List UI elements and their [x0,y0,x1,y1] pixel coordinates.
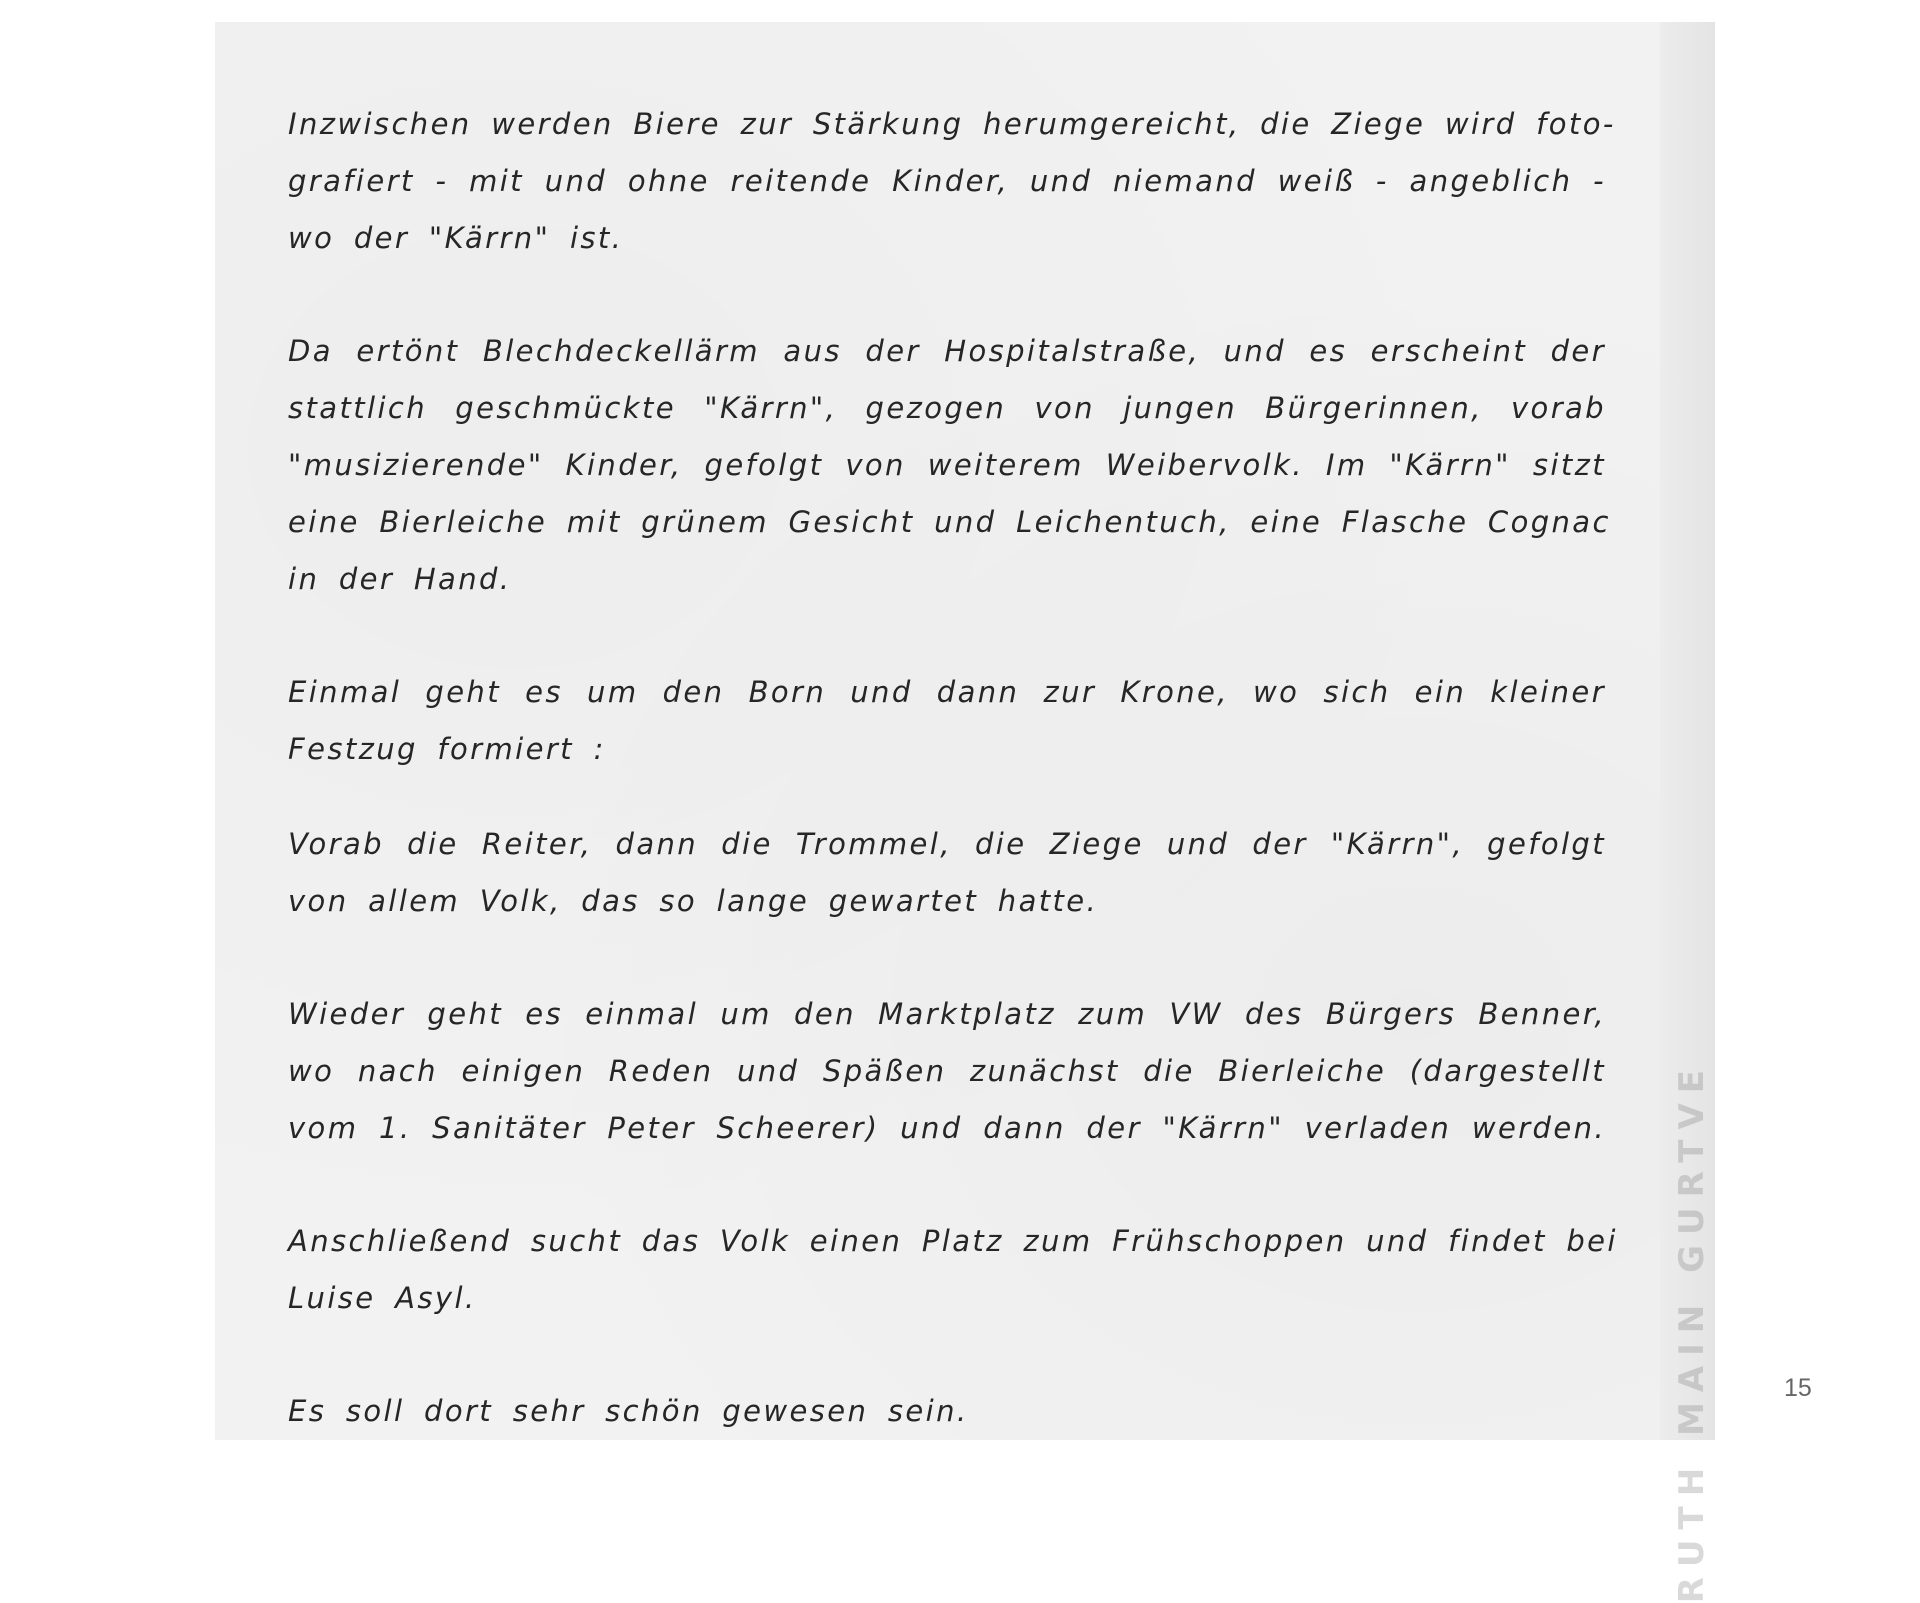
paragraph-2 [288,323,1611,608]
text-line: Einmal geht es um den Born und dann zur Krone, wo sich ein kleiner [288,675,1606,709]
text-line: Inzwischen werden Biere zur Stärkung herumgereicht, die Ziege wird foto- [288,107,1616,141]
text-line: eine Bierleiche mit grünem Gesicht und Leichentuch, eine Flasche Cognac [288,505,1611,539]
paragraph-1 [288,96,1616,267]
paragraph-6 [288,1213,1618,1327]
text-line: wo der "Kärrn" ist. [288,221,624,255]
page-number: 15 [1784,1374,1812,1402]
document-body [288,96,1618,1440]
text-line: Luise Asyl. [288,1281,477,1315]
text-line: in der Hand. [288,562,512,596]
text-line: Anschließend sucht das Volk einen Platz zum Frühschoppen und findet bei [288,1224,1618,1258]
text-line: von allem Volk, das so lange gewartet hatte. [288,884,1099,918]
paragraph-7 [288,1383,1606,1440]
text-line: wo nach einigen Reden und Späßen zunächst die Bierleiche (dargestellt [288,1054,1606,1088]
text-line: stattlich geschmückte "Kärrn", gezogen von jungen Bürgerinnen, vorab [288,391,1606,425]
text-line: Es soll dort sehr schön gewesen sein. [288,1394,969,1428]
bleed-through-watermark: RUTH MAIN GURTVE [1672,1060,1712,1603]
text-line: Wieder geht es einmal um den Marktplatz zum VW des Bürgers Benner, [288,997,1606,1031]
paragraph-5 [288,986,1606,1157]
text-line: "musizierende" Kinder, gefolgt von weiterem Weibervolk. Im "Kärrn" sitzt [288,448,1606,482]
text-line: vom 1. Sanitäter Peter Scheerer) und dann der "Kärrn" verladen werden. [288,1111,1606,1145]
text-line: grafiert - mit und ohne reitende Kinder, und niemand weiß - angeblich - [288,164,1606,198]
paragraph-3 [288,664,1606,778]
text-line: Da ertönt Blechdeckellärm aus der Hospitalstraße, und es erscheint der [288,334,1606,368]
text-line: Festzug formiert : [288,732,606,766]
paragraph-4 [288,816,1606,930]
text-line: Vorab die Reiter, dann die Trommel, die Ziege und der "Kärrn", gefolgt [288,827,1606,861]
